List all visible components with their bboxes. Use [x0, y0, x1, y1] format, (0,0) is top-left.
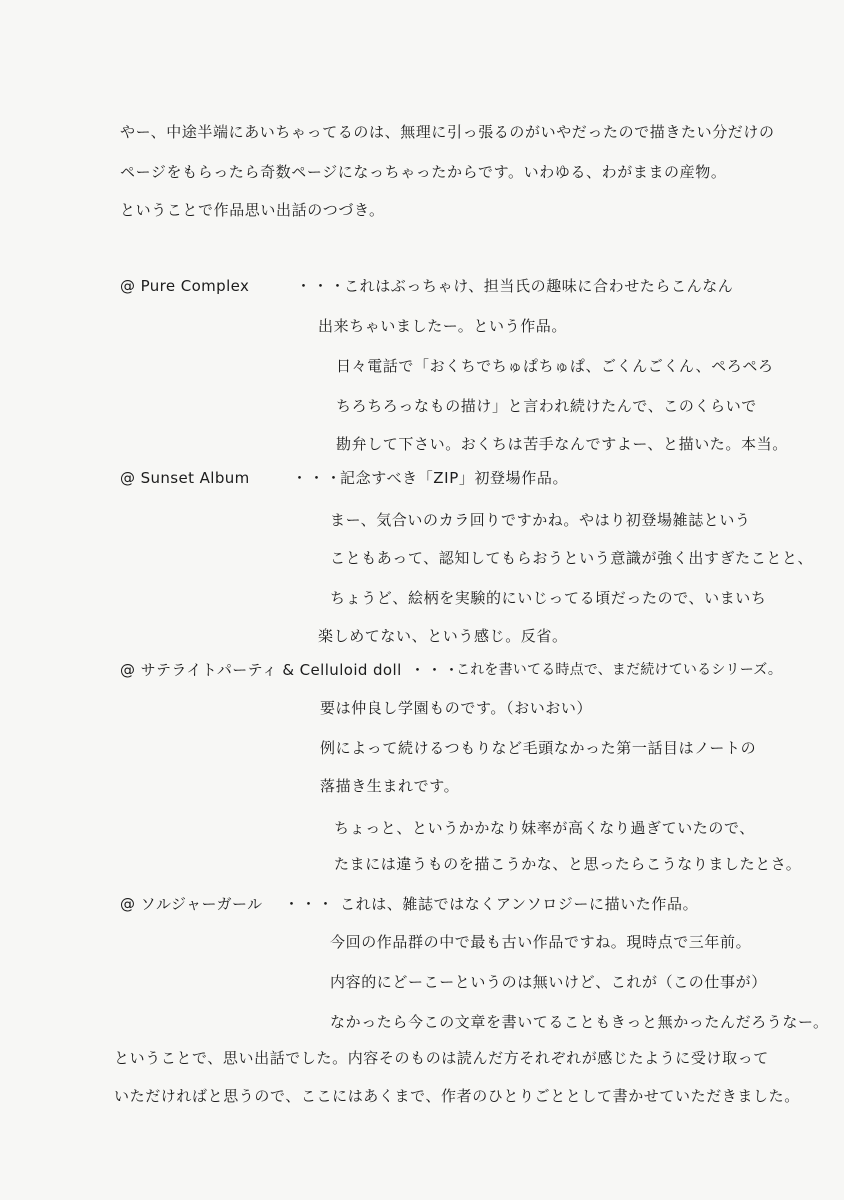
intro-line: ページをもらったら奇数ページになっちゃったからです。いわゆる、わがままの産物。: [120, 163, 727, 181]
entry-line: ちょっと、というかかなり妹率が高くなり過ぎていたので、: [334, 819, 755, 837]
intro-line: やー、中途半端にあいちゃってるのは、無理に引っ張るのがいやだったので描きたい分だけの: [120, 123, 775, 141]
entry-title-satellite-party: @ サテライトパーティ & Celluloid doll: [120, 661, 402, 679]
entry-line: ちろちろっなもの描け」と言われ続けたんで、このくらいで: [336, 397, 757, 415]
entry-line: 勘弁して下さい。おくちは苦手なんですよー、と描いた。本当。: [336, 435, 788, 453]
entry-line: これはぶっちゃけ、担当氏の趣味に合わせたらこんなん: [344, 277, 734, 295]
entry-line: 出来ちゃいましたー。という作品。: [318, 317, 568, 335]
intro-line: ということで作品思い出話のつづき。: [120, 201, 385, 219]
entry-line: これを書いてる時点で、まだ続けているシリーズ。: [456, 662, 783, 678]
outro-line: ということで、思い出話でした。内容そのものは読んだ方それぞれが感じたように受け取って: [114, 1049, 769, 1067]
entry-title-sunset-album: @ Sunset Album: [120, 469, 250, 487]
entry-dots: ・・・: [292, 469, 344, 487]
entry-line: ちょうど、絵柄を実験的にいじってる頃だったので、いまいち: [330, 589, 767, 607]
entry-line: 内容的にどーこーというのは無いけど、これが（この仕事が）: [330, 973, 767, 991]
outro-line: いただければと思うので、ここにはあくまで、作者のひとりごととして書かせていただきました。: [114, 1087, 800, 1105]
entry-line: 要は仲良し学園ものです。（おいおい）: [320, 699, 593, 717]
entry-line: これは、雑誌ではなくアンソロジーに描いた作品。: [340, 895, 699, 913]
entry-line: たまには違うものを描こうかな、と思ったらこうなりましたとさ。: [334, 855, 802, 873]
entry-line: 楽しめてない、という感じ。反省。: [318, 627, 568, 645]
entry-dots: ・・・: [410, 661, 462, 679]
entry-dots: ・・・: [296, 277, 348, 295]
entry-line: 日々電話で「おくちでちゅぱちゅぱ、ごくんごくん、ペろペろ: [336, 357, 774, 375]
entry-title-soldier-girl: @ ソルジャーガール: [120, 895, 263, 913]
entry-line: なかったら今この文章を書いてることもきっと無かったんだろうなー。: [330, 1013, 829, 1031]
entry-line: まー、気合いのカラ回りですかね。やはり初登場雑誌という: [330, 511, 751, 529]
entry-title-pure-complex: @ Pure Complex: [120, 277, 250, 295]
entry-line: こともあって、認知してもらおうという意識が強く出すぎたことと、: [330, 549, 814, 567]
entry-line: 今回の作品群の中で最も古い作品ですね。現時点で三年前。: [330, 933, 752, 951]
entry-dots: ・・・: [284, 895, 336, 913]
entry-line: 記念すべき「ZIP」初登場作品。: [340, 469, 569, 487]
entry-line: 例によって続けるつもりなど毛頭なかった第一話目はノートの: [320, 739, 757, 757]
entry-line: 落描き生まれです。: [320, 777, 460, 795]
